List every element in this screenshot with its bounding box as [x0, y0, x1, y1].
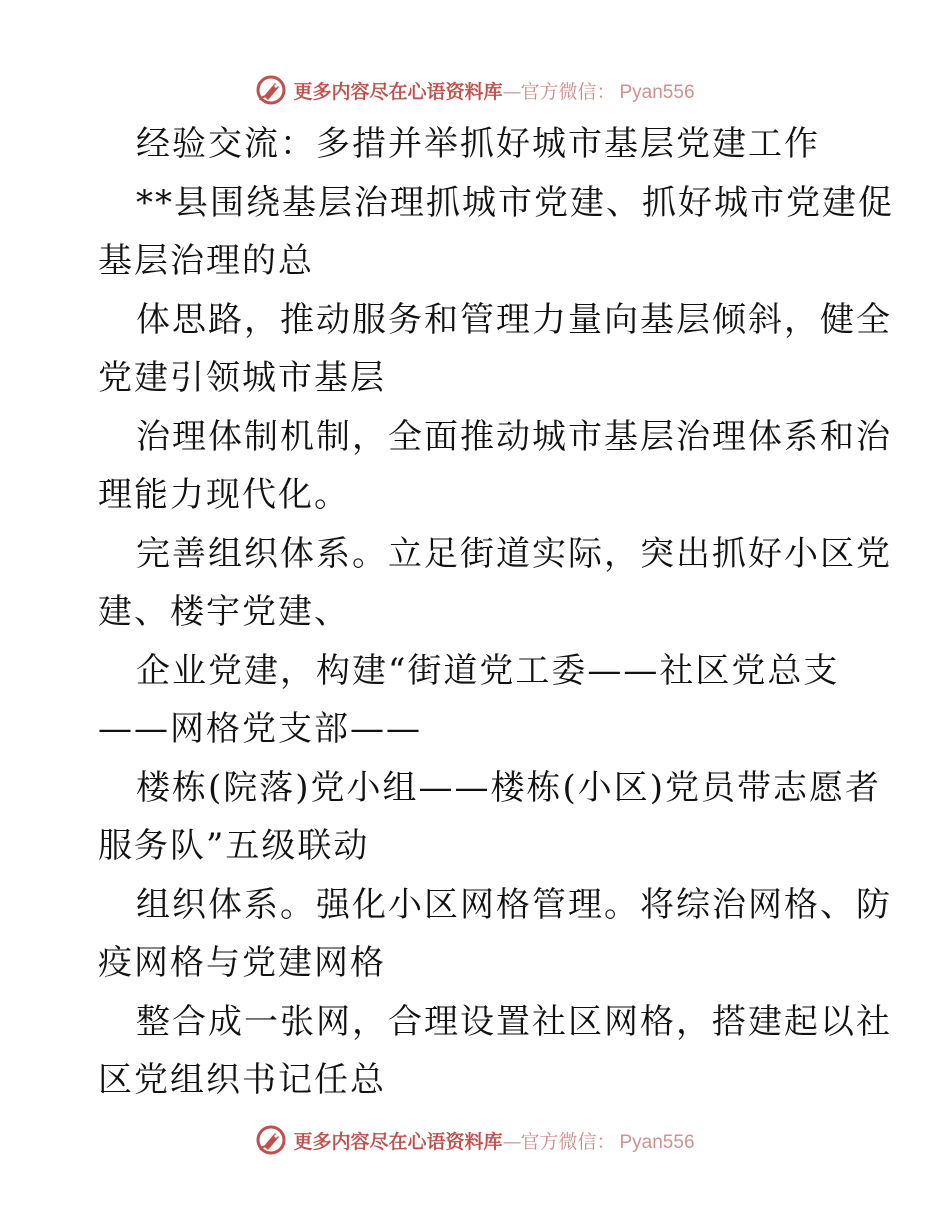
pen-logo-icon	[255, 1124, 287, 1156]
text-line: 疫网格与党建网格	[98, 943, 386, 983]
banner-text	[293, 1127, 694, 1154]
banner-wechat-id: Pyan556	[619, 1131, 695, 1153]
text-line: 区党组织书记任总	[98, 1060, 386, 1100]
footer-banner	[0, 1120, 950, 1160]
banner-wechat-label: 官方微信：	[520, 80, 616, 103]
text-line: 完善组织体系。立足街道实际，突出抓好小区党	[136, 533, 892, 574]
banner-wechat-label: 官方微信：	[520, 1130, 616, 1153]
header-banner	[0, 70, 950, 110]
text-line: 治理体制机制，全面推动城市基层治理体系和治	[136, 416, 892, 457]
text-line: 企业党建，构建“街道党工委——社区党总支	[136, 650, 840, 691]
banner-separator: —	[502, 80, 521, 103]
document-title: 经验交流：多措并举抓好城市基层党建工作	[136, 124, 820, 164]
text-line: 建、楼宇党建、	[98, 592, 350, 632]
text-line: 基层治理的总	[98, 241, 314, 281]
text-line: 服务队”五级联动	[98, 826, 370, 866]
text-line: 党建引领城市基层	[98, 358, 386, 398]
text-line: 整合成一张网，合理设置社区网格，搭建起以社	[136, 1001, 892, 1042]
banner-separator: —	[502, 1130, 521, 1153]
banner-main-text: 更多内容尽在心语资料库	[293, 80, 503, 103]
banner-main-text: 更多内容尽在心语资料库	[293, 1130, 503, 1153]
text-line: 楼栋(院落)党小组——楼栋(小区)党员带志愿者	[136, 767, 882, 808]
text-line: ——网格党支部——	[98, 709, 422, 749]
text-line: **县围绕基层治理抓城市党建、抓好城市党建促	[136, 182, 894, 223]
text-line: 体思路，推动服务和管理力量向基层倾斜，健全	[136, 299, 892, 340]
banner-text	[293, 77, 694, 104]
text-line: 组织体系。强化小区网格管理。将综治网格、防	[136, 884, 892, 925]
banner-wechat-id: Pyan556	[619, 81, 695, 103]
pen-logo-icon	[255, 74, 287, 106]
text-line: 理能力现代化。	[98, 475, 350, 515]
document-body	[98, 115, 894, 1110]
